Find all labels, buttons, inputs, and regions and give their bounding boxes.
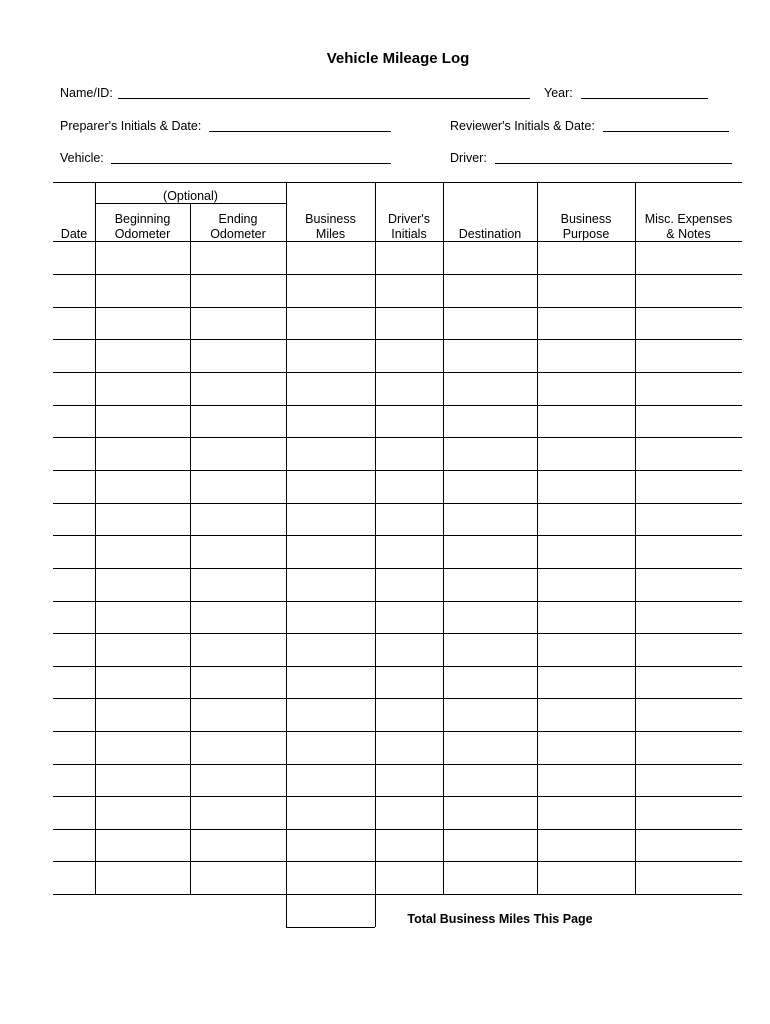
table-row[interactable] [53, 437, 742, 438]
table-row[interactable] [53, 535, 742, 536]
reviewer-input[interactable] [603, 131, 729, 132]
table-row[interactable] [53, 764, 742, 765]
preparer-input[interactable] [209, 131, 391, 132]
table-row[interactable] [53, 470, 742, 471]
table-row[interactable] [53, 372, 742, 373]
table-col-divider [286, 182, 287, 927]
table-row[interactable] [53, 307, 742, 308]
col-date-header: Date [60, 227, 88, 241]
table-row[interactable] [53, 829, 742, 830]
col-ending-odometer-header: Ending Odometer [210, 212, 266, 241]
table-row[interactable] [53, 861, 742, 862]
table-row[interactable] [53, 633, 742, 634]
col-drivers-initials-header: Driver's Initials [388, 212, 430, 241]
total-miles-box[interactable] [286, 927, 375, 928]
vehicle-label: Vehicle: [60, 151, 104, 165]
table-row[interactable] [53, 339, 742, 340]
year-input[interactable] [581, 98, 708, 99]
table-row[interactable] [53, 601, 742, 602]
table-col-divider [95, 182, 96, 894]
year-label: Year: [544, 86, 573, 100]
table-row[interactable] [53, 568, 742, 569]
col-business-purpose-header: Business Purpose [560, 212, 612, 241]
table-row[interactable] [53, 796, 742, 797]
col-business-miles-header: Business Miles [305, 212, 356, 241]
reviewer-label: Reviewer's Initials & Date: [450, 119, 595, 133]
name-id-input[interactable] [118, 98, 530, 99]
table-row[interactable] [53, 503, 742, 504]
driver-label: Driver: [450, 151, 487, 165]
table-col-divider [375, 182, 376, 927]
col-misc-expenses-header: Misc. Expenses & Notes [644, 212, 733, 241]
table-col-divider [635, 182, 636, 894]
table-row[interactable] [53, 894, 742, 895]
preparer-label: Preparer's Initials & Date: [60, 119, 202, 133]
total-business-miles-label: Total Business Miles This Page [407, 912, 593, 926]
table-col-divider [537, 182, 538, 894]
optional-header: (Optional) [163, 189, 218, 203]
form-title: Vehicle Mileage Log [326, 50, 470, 67]
table-top-border [53, 182, 742, 183]
table-row[interactable] [53, 698, 742, 699]
name-id-label: Name/ID: [60, 86, 113, 100]
table-row[interactable] [53, 274, 742, 275]
col-destination-header: Destination [458, 227, 522, 241]
table-col-divider [443, 182, 444, 894]
vehicle-input[interactable] [111, 163, 391, 164]
driver-input[interactable] [495, 163, 732, 164]
table-row[interactable] [53, 731, 742, 732]
table-row[interactable] [53, 405, 742, 406]
table-row[interactable] [53, 666, 742, 667]
col-beginning-odometer-header: Beginning Odometer [114, 212, 171, 241]
